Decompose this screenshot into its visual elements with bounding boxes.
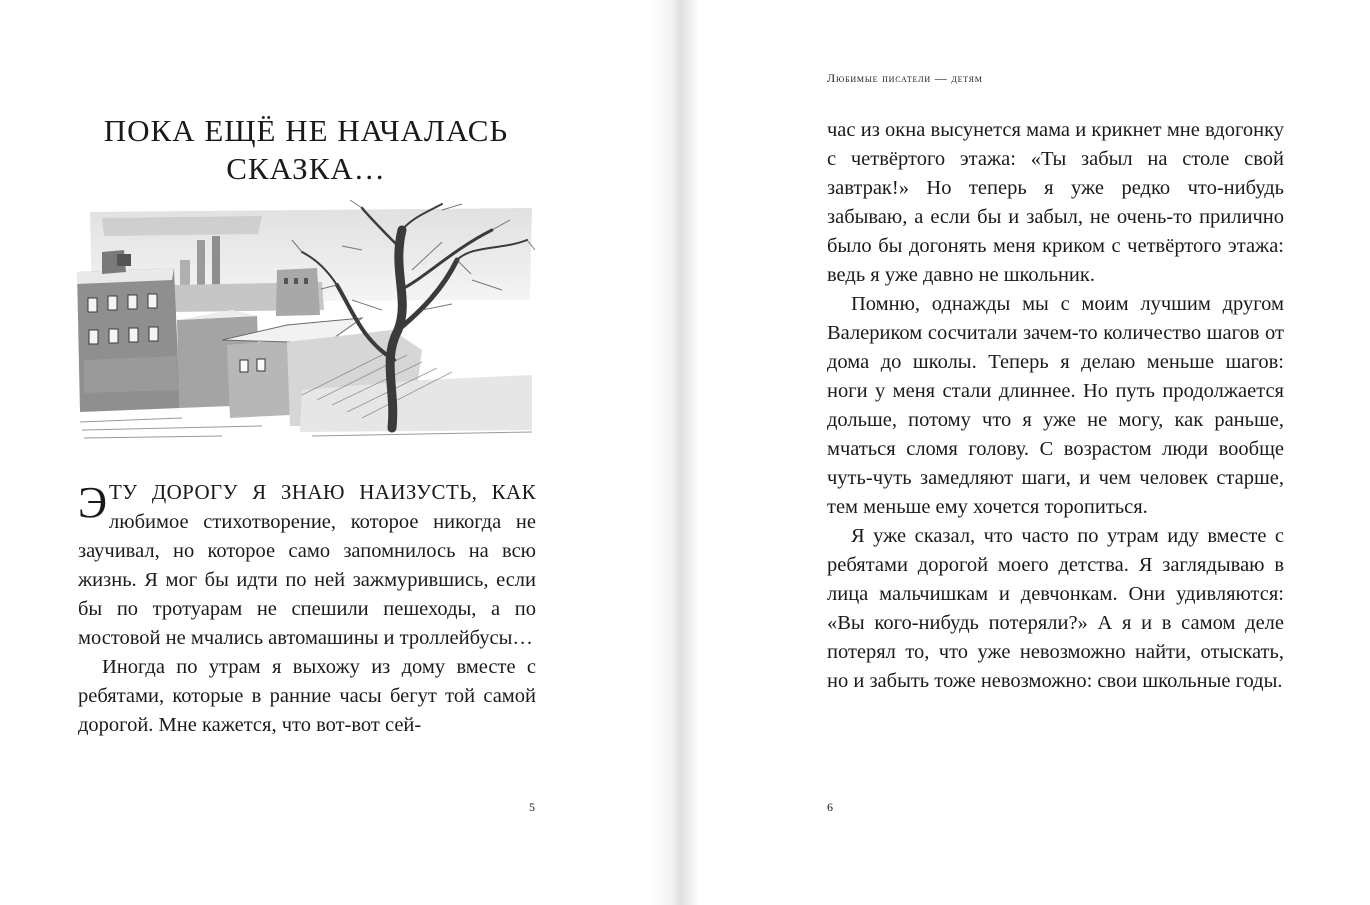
drop-cap: Э bbox=[78, 478, 108, 527]
left-paragraph-1-rest: любимое стихотворение, которое никогда не заучивал, но которое само запомнилось на всю жизнь. Я мог бы идти по ней зажмурившись, если бы по тротуарам не спешили пешеходы, а по мостовой не мчались автомашины и троллейбусы… bbox=[78, 511, 536, 649]
left-paragraph-1 bbox=[78, 478, 536, 653]
winter-city-tree-illustration bbox=[62, 190, 548, 452]
right-paragraph-3: Я уже сказал, что часто по утрам иду вместе с ребятами дорогой моего детства. Я заглядываю в лица мальчишкам и девчонкам. Они удивляются: «Вы кого-нибудь потеряли?» А я и в самом деле потерял то, что уже невозможно найти, отыскать, но и забыть тоже невозможно: свои школьные годы. bbox=[827, 525, 1284, 692]
left-paragraph-2: Иногда по утрам я выхожу из дому вместе с ребятами, которые в ранние часы бегут той самой дорогой. Мне кажется, что вот-вот сей- bbox=[78, 656, 536, 736]
page-number-left: 5 bbox=[529, 800, 535, 814]
lead-in-caps: ТУ ДОРОГУ Я ЗНАЮ НАИЗУСТЬ, КАК bbox=[109, 480, 536, 504]
chapter-title-line2: СКАЗКА… bbox=[226, 151, 386, 186]
chapter-title bbox=[76, 112, 536, 188]
book-gutter bbox=[652, 0, 700, 905]
right-paragraph-1: час из окна высунется мама и крикнет мне вдогонку с четвёртого этажа: «Ты забыл на столе свой завтрак!» Но теперь я уже редко что-нибудь забываю, а если бы и забыл, не очень-то прилично было бы догонять меня криком с четвёртого этажа: ведь я уже давно не школьник. bbox=[827, 119, 1284, 286]
left-page bbox=[0, 0, 652, 905]
right-page bbox=[700, 0, 1370, 905]
right-paragraph-2: Помню, однажды мы с моим лучшим другом Валериком сосчитали зачем-то количество шагов от дома до школы. Теперь я делаю меньше шагов: ноги у меня стали длиннее. Но путь продолжается дольше, потому что я уже не могу, как раньше, мчаться сломя голову. С возрастом люди вообще чуть-чуть замедляют шаги, и чем человек старше, тем меньше ему хочется торопиться. bbox=[827, 293, 1284, 518]
chapter-title-line1: ПОКА ЕЩЁ НЕ НАЧАЛАСЬ bbox=[103, 113, 509, 148]
left-page-text bbox=[78, 478, 536, 740]
right-page-text bbox=[827, 116, 1284, 696]
running-header: Любимые писатели — детям bbox=[827, 71, 983, 85]
page-number-right: 6 bbox=[827, 800, 833, 814]
